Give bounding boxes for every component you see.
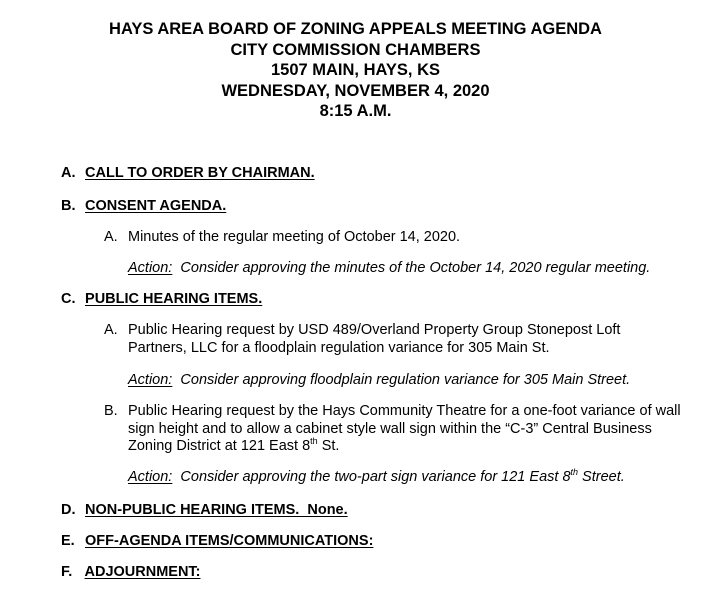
hearing-item-theatre-sign <box>104 403 684 456</box>
section-letter: B. <box>61 198 76 214</box>
section-title: PUBLIC HEARING ITEMS. <box>85 291 263 307</box>
meeting-time: 8:15 A.M. <box>319 102 392 120</box>
agenda-header <box>0 19 711 122</box>
board-title: HAYS AREA BOARD OF ZONING APPEALS MEETING AGENDA <box>109 20 602 38</box>
item-letter: B. <box>104 403 118 419</box>
section-call-to-order <box>61 164 315 182</box>
section-off-agenda <box>61 532 373 550</box>
section-public-hearing <box>61 290 262 308</box>
section-title: OFF-AGENDA ITEMS/COMMUNICATIONS: <box>85 533 374 549</box>
item-text: Minutes of the regular meeting of October 14, 2020. <box>128 229 461 245</box>
section-letter: C. <box>61 291 76 307</box>
section-letter: D. <box>61 502 76 518</box>
section-title: CALL TO ORDER BY CHAIRMAN. <box>85 165 315 181</box>
action-text: Consider approving floodplain regulation variance for 305 Main Street. <box>180 372 631 388</box>
section-consent-agenda <box>61 197 226 215</box>
section-adjournment <box>61 563 201 581</box>
consent-item-minutes <box>104 229 684 247</box>
hearing-item-theatre-sign-action <box>128 468 625 486</box>
action-label: Action: <box>128 469 173 485</box>
section-title: CONSENT AGENDA. <box>85 198 227 214</box>
section-letter: E. <box>61 533 75 549</box>
section-non-public-hearing <box>61 501 348 519</box>
action-text: Consider approving the minutes of the October 14, 2020 regular meeting. <box>180 260 651 276</box>
action-text: Consider approving the two-part sign variance for 121 East 8th Street. <box>180 467 625 485</box>
section-title: NON-PUBLIC HEARING ITEMS. None. <box>85 502 348 518</box>
item-letter: A. <box>104 229 118 245</box>
section-title: ADJOURNMENT: <box>84 564 201 580</box>
meeting-address: 1507 MAIN, HAYS, KS <box>270 61 441 79</box>
section-letter: A. <box>61 165 76 181</box>
hearing-item-floodplain <box>104 322 664 357</box>
meeting-date: WEDNESDAY, NOVEMBER 4, 2020 <box>221 81 490 100</box>
hearing-item-floodplain-action <box>128 371 630 389</box>
item-text: Public Hearing request by the Hays Community Theatre for a one-foot variance of wall sign height and to allow a cabinet style wall sign within the “C-3” Central Business Zoning District at 121 East 8th St. <box>128 403 681 454</box>
action-label: Action: <box>128 260 173 276</box>
item-text: Public Hearing request by USD 489/Overland Property Group Stonepost Loft Partners, LLC for a floodplain regulation variance for 305 Main St. <box>128 322 621 356</box>
section-letter: F. <box>61 564 73 580</box>
action-label: Action: <box>128 372 173 388</box>
item-letter: A. <box>104 322 118 338</box>
meeting-location: CITY COMMISSION CHAMBERS <box>230 40 481 59</box>
consent-item-action <box>128 259 650 277</box>
